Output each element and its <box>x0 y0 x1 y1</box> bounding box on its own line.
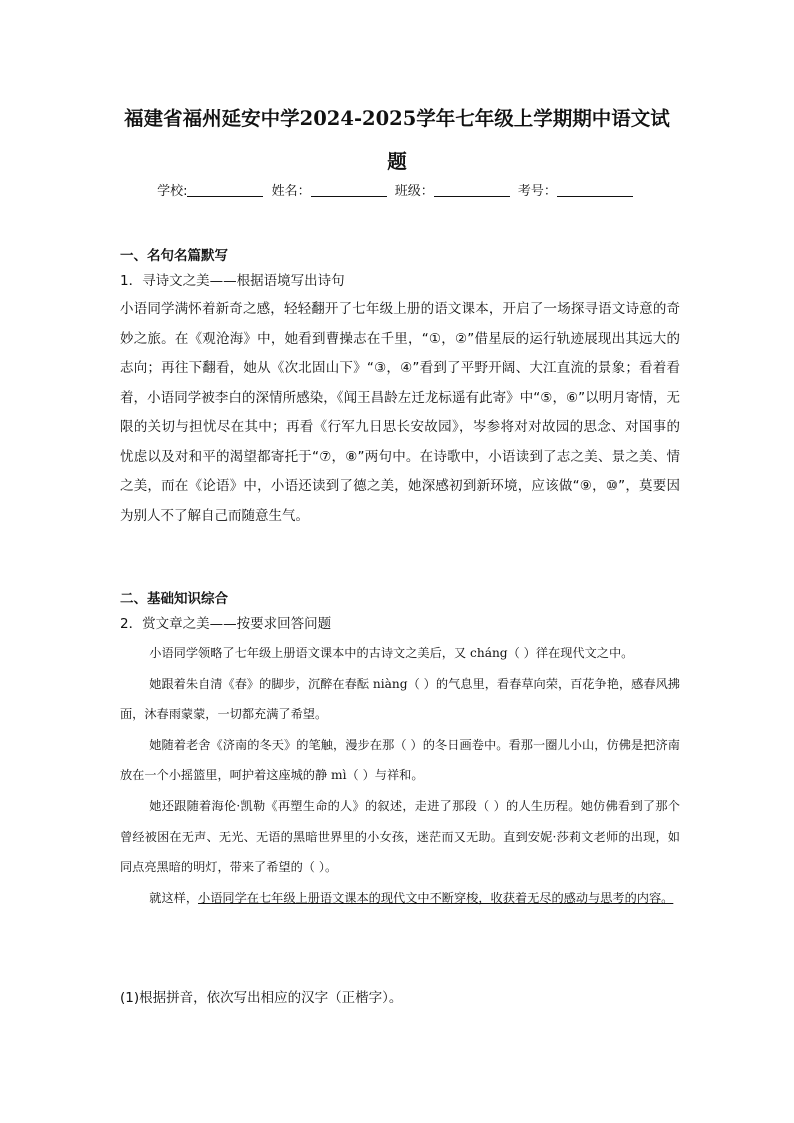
name-blank[interactable] <box>311 183 387 197</box>
exam-number-blank[interactable] <box>557 183 633 197</box>
class-blank[interactable] <box>434 183 510 197</box>
passage-paragraph: 她跟着朱自清《春》的脚步，沉醉在春酝 niàng（ ）的气息里，看春草向荣，百花争艳，感春风拂面，沐春雨蒙蒙，一切都充满了希望。 <box>120 676 680 722</box>
question1-title: 1．寻诗文之美——根据语境写出诗句 <box>120 273 345 289</box>
question2-title: 2．赏文章之美——按要求回答问题 <box>120 616 332 632</box>
passage-paragraph: 她随着老舍《济南的冬天》的笔触，漫步在那（ ）的冬日画卷中。看那一圈儿小山，仿佛是把济南放在一个小摇篮里，呵护着这座城的静 mì（ ）与祥和。 <box>120 737 680 783</box>
page-title-line1: 福建省福州延安中学2024-2025学年七年级上学期期中语文试 <box>124 107 670 130</box>
passage-paragraph-last <box>120 883 680 914</box>
passage-lead-text: 就这样， <box>149 890 199 905</box>
underlined-sentence: 小语同学在七年级上册语文课本的现代文中不断穿梭，收获着无尽的感动与思考的内容。 <box>198 890 674 905</box>
question1-text: 小语同学满怀着新奇之感，轻轻翻开了七年级上册的语文课本，开启了一场探寻语文诗意的奇妙之旅。在《观沧海》中，她看到曹操志在千里，“①，②”借星辰的运行轨迹展现出其远大的志向；再往下翻看，她从《次北固山下》“③，④”看到了平野开阔、大江直流的景象；看着看着，小语同学被李白的深情所感染，《闻王昌龄左迁龙标遥有此寄》中“⑤，⑥”以明月寄情，无限的关切与担忧尽在其中；再看《行军九日思长安故园》，岑参将对对故园的思念、对国事的忧虑以及对和平的渴望都寄托于“⑦，⑧”两句中。在诗歌中，小语读到了志之美、景之美、情之美，而在《论语》中，小语还读到了德之美，她深感初到新环境，应该做“⑨，⑩”，莫要因为别人不了解自己而随意生气。 <box>120 301 680 524</box>
page-title-line2: 题 <box>387 150 407 173</box>
section2-heading: 二、基础知识综合 <box>120 591 228 607</box>
section1-heading: 一、名句名篇默写 <box>120 248 228 264</box>
subquestion-1: (1)根据拼音，依次写出相应的汉字（正楷字）。 <box>120 990 403 1006</box>
student-info-row <box>0 180 794 199</box>
question1-paragraph <box>120 295 680 531</box>
question2-passage <box>120 638 680 913</box>
name-label: 姓名： <box>271 184 311 199</box>
school-label: 学校: <box>157 184 188 199</box>
school-blank[interactable] <box>187 183 263 197</box>
class-label: 班级： <box>394 184 434 199</box>
passage-paragraph: 她还跟随着海伦·凯勒《再塑生命的人》的叙述，走进了那段（ ）的人生历程。她仿佛看到了那个曾经被困在无声、无光、无语的黑暗世界里的小女孩，迷茫而又无助。直到安妮·莎莉文老师的出现，如同点亮黑暗的明灯，带来了希望的（ ）。 <box>120 798 680 875</box>
exam-number-label: 考号： <box>517 184 557 199</box>
passage-paragraph: 小语同学领略了七年级上册语文课本中的古诗文之美后，又 cháng（ ）徉在现代文之中。 <box>149 646 634 660</box>
